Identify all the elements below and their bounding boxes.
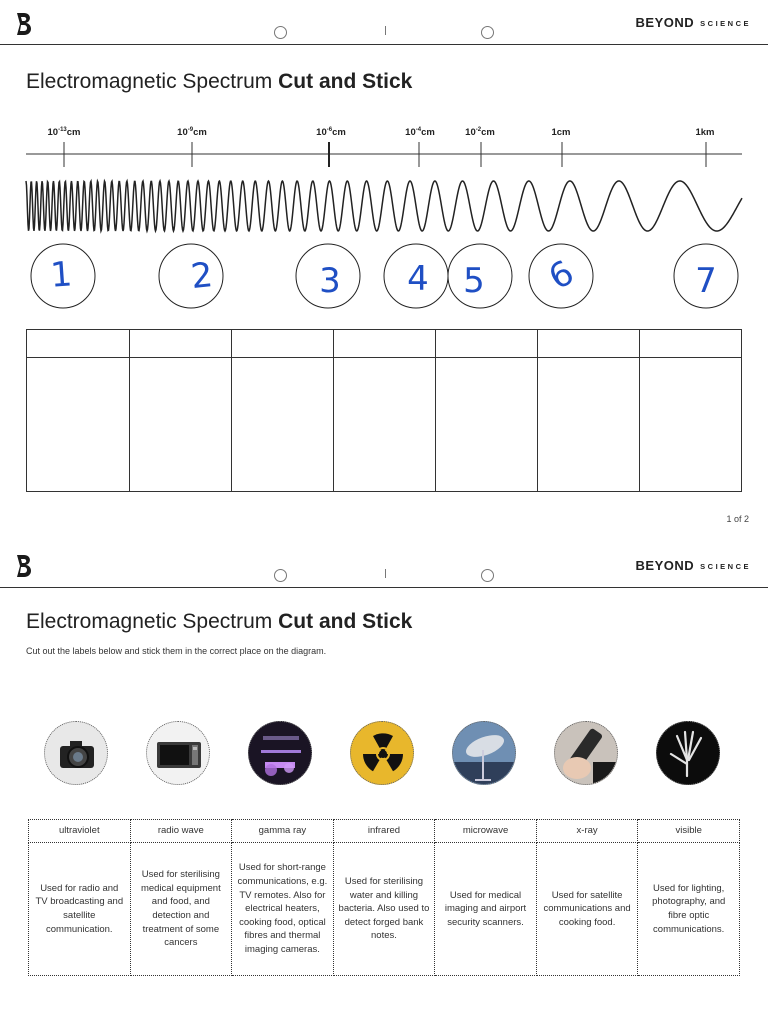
page-title: Electromagnetic Spectrum Cut and Stick [26, 70, 413, 93]
label-use: Used for radio and TV broadcasting and satellite communication. [29, 843, 131, 976]
label-name: microwave [435, 820, 537, 843]
scale-label: $10^{-2}cm$ [465, 127, 495, 139]
handwritten-number: 7 [695, 261, 717, 301]
punch-hole [274, 26, 287, 39]
page-title: Electromagnetic Spectrum Cut and Stick [26, 610, 413, 633]
answer-grid [26, 329, 742, 492]
label-use: Used for sterilising water and killing bacteria. Also used to detect forged bank notes. [333, 843, 435, 976]
radiation-symbol-icon [350, 721, 414, 785]
camera-icon [44, 721, 108, 785]
scale-label: $10^{-6}cm$ [316, 127, 346, 139]
label-use: Used for satellite communications and cooking food. [536, 843, 638, 976]
scale-label: $10^{-9}cm$ [177, 127, 207, 139]
scale-label: 1km [695, 127, 715, 139]
brand-wordmark: BEYOND SCIENCE [635, 558, 751, 573]
tv-remote-icon [554, 721, 618, 785]
scale-label: 1cm [551, 127, 571, 139]
instructions-text: Cut out the labels below and stick them in the correct place on the diagram. [26, 646, 327, 656]
label-name: visible [638, 820, 740, 843]
label-use: Used for sterilising medical equipment and food, and detection and treatment of some cancers [130, 843, 232, 976]
brand-wordmark: BEYOND SCIENCE [635, 15, 751, 30]
handwritten-number: 3 [319, 261, 341, 301]
label-use: Used for short-range communications, e.g. TV remotes. Also for electrical heaters, cooking food, optical fibres and thermal imaging cameras. [232, 843, 334, 976]
handwritten-number: 2 [188, 255, 215, 298]
x-ray-hand-icon [656, 721, 720, 785]
handwritten-number: 5 [463, 261, 485, 301]
cut-out-labels-table [28, 819, 740, 976]
header-rule [0, 44, 768, 45]
header-rule [0, 587, 768, 588]
label-name: ultraviolet [29, 820, 131, 843]
beyond-logo-icon [14, 11, 36, 37]
beyond-logo-icon [14, 553, 36, 579]
microwave-oven-icon [146, 721, 210, 785]
fold-mark [385, 569, 386, 578]
punch-hole [481, 26, 494, 39]
handwritten-number: 1 [49, 254, 74, 296]
handwritten-number: 4 [407, 259, 429, 299]
page-number: 1 of 2 [726, 514, 749, 524]
satellite-dish-icon [452, 721, 516, 785]
punch-hole [274, 569, 287, 582]
wavelength-scale-axis [0, 140, 768, 170]
label-name: radio wave [130, 820, 232, 843]
scale-label: $10^{-13}cm$ [47, 127, 81, 139]
numbered-circles [0, 240, 768, 312]
label-name: x-ray [536, 820, 638, 843]
electromagnetic-wave [0, 176, 768, 236]
fold-mark [385, 26, 386, 35]
punch-hole [481, 569, 494, 582]
label-name: gamma ray [232, 820, 334, 843]
uv-lamp-icon [248, 721, 312, 785]
scale-label: $10^{-4}cm$ [405, 127, 435, 139]
handwritten-number: 6 [542, 252, 581, 299]
label-use: Used for medical imaging and airport security scanners. [435, 843, 537, 976]
label-use: Used for lighting, photography, and fibre optic communications. [638, 843, 740, 976]
label-name: infrared [333, 820, 435, 843]
